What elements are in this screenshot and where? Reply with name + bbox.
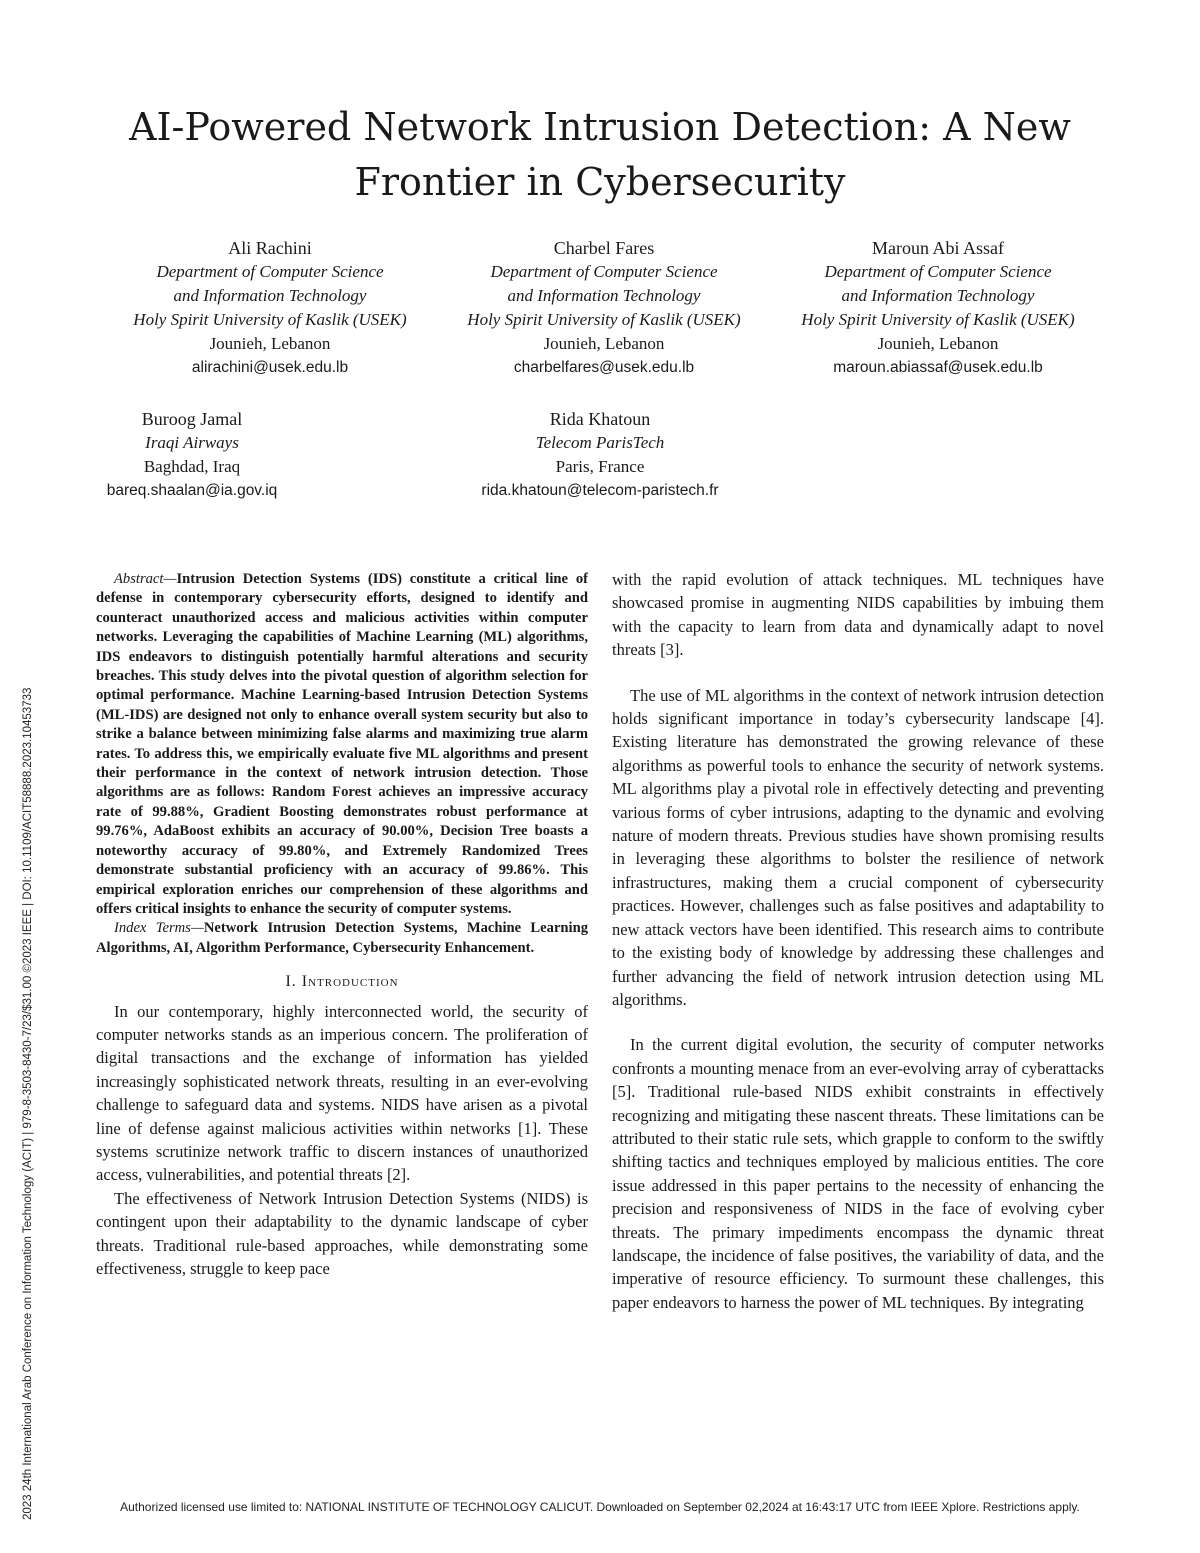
- author-location: Jounieh, Lebanon: [209, 334, 331, 353]
- paragraph: with the rapid evolution of attack techniques. ML techniques have showcased promise in augmenting NIDS capabilities by imbuing them with the capacity to learn from data and dynamically adapt to novel threats [3].: [612, 570, 1104, 660]
- author-location: Paris, France: [555, 457, 645, 476]
- license-footer: Authorized licensed use limited to: NATIONAL INSTITUTE OF TECHNOLOGY CALICUT. Downloaded on September 02,2024 at 16:43:17 UTC from IEEE Xplore. Restrictions apply.: [120, 1500, 1080, 1514]
- author-block: [62, 407, 322, 503]
- author-block: [430, 407, 770, 503]
- author-affiliation: Telecom ParisTech: [535, 433, 665, 452]
- index-terms-label: Index Terms—: [114, 920, 204, 937]
- author-affiliation: Department of Computer Science: [824, 262, 1052, 281]
- author-email: charbelfares@usek.edu.lb: [513, 359, 695, 376]
- author-affiliation: and Information Technology: [173, 286, 367, 305]
- author-email: bareq.shaalan@ia.gov.iq: [106, 482, 278, 499]
- author-email: alirachini@usek.edu.lb: [191, 359, 349, 376]
- paragraph: In the current digital evolution, the security of computer networks confronts a mounting menace from an ever-evolving array of cyberattacks [5]. Traditional rule-based NIDS exhibit constraints in effectively recognizing and mitigating these nascent threats. These limitations can be attributed to their static rule sets, which grapple to conform to the swiftly shifting tactics and techniques employed by malicious entities. The core issue addressed in this paper pertains to the necessity of enhancing the precision and responsiveness of NIDS in the face of evolving cyber threats. The primary impediments encompass the dynamic threat landscape, the incidence of false positives, the variability of data, and the imperative of resource efficiency. To surmount these challenges, this paper endeavors to harness the power of ML techniques. By integrating: [612, 1035, 1104, 1312]
- author-location: Baghdad, Iraq: [143, 457, 241, 476]
- author-name: Rida Khatoun: [549, 409, 651, 429]
- right-column: [612, 568, 1104, 1314]
- author-affiliation: Holy Spirit University of Kaslik (USEK): [801, 310, 1075, 329]
- abstract-text: Intrusion Detection Systems (IDS) constitute a critical line of defense in contemporary cybersecurity efforts, designed to identify and counteract unauthorized access and malicious activities within computer networks. Leveraging the capabilities of Machine Learning (ML) algorithms, IDS endeavors to distinguish potentially harmful alterations and security breaches. This study delves into the pivotal question of algorithm selection for optimal performance. Machine Learning-based Intrusion Detection Systems (ML-IDS) are designed not only to enhance overall system security but also to strike a balance between minimizing false alarms and maximizing true alarm rates. To address this, we empirically evaluate five ML algorithms and present their performance in the context of network intrusion detection. Those algorithms are as follows: Random Forest achieves an impressive accuracy rate of 99.88%, Gradient Boosting demonstrates robust performance at 99.76%, AdaBoost exhibits an accuracy of 90.00%, Decision Tree boasts a noteworthy accuracy of 99.80%, and Extremely Randomized Trees demonstrate substantial proficiency with an accuracy of 99.86%. This empirical exploration enriches our comprehension of these algorithms and offers critical insights to enhance the security of computer systems.: [96, 571, 588, 917]
- author-name: Charbel Fares: [553, 238, 655, 258]
- author-affiliation: and Information Technology: [841, 286, 1035, 305]
- abstract-label: Abstract—: [114, 571, 177, 587]
- index-terms-text: Network Intrusion Detection Systems, Machine Learning Algorithms, AI, Algorithm Performance, Cybersecurity Enhancement.: [96, 920, 588, 956]
- side-citation: 2023 24th International Arab Conference on Information Technology (ACIT) | 979-8-3503-8430-7/23/$31.00 ©2023 IEEE | DOI: 10.1109/ACIT58888.2023.10453733: [22, 687, 34, 1520]
- author-email: rida.khatoun@telecom-paristech.fr: [481, 482, 719, 499]
- paragraph: The use of ML algorithms in the context of network intrusion detection holds significant importance in today’s cybersecurity landscape [4]. Existing literature has demonstrated the growing relevance of these algorithms as powerful tools to enhance the security of network systems. ML algorithms play a pivotal role in effectively detecting and preventing various forms of cyber intrusions, adapting to the dynamic and evolving nature of modern threats. Previous studies have shown promising results in leveraging these algorithms to bolster the resilience of network infrastructures, making them a crucial component of cybersecurity practices. However, challenges such as false positives and adaptability to new attack vectors have been identified. This research aims to contribute to the existing body of knowledge by addressing these challenges and further advancing the field of network intrusion detection using ML algorithms.: [612, 685, 1104, 1009]
- author-affiliation: Holy Spirit University of Kaslik (USEK): [133, 310, 407, 329]
- index-terms: [96, 919, 588, 958]
- author-name: Maroun Abi Assaf: [872, 238, 1004, 258]
- author-location: Jounieh, Lebanon: [543, 334, 665, 353]
- abstract: [96, 570, 588, 919]
- author-block: [100, 236, 440, 380]
- author-affiliation: Department of Computer Science: [490, 262, 718, 281]
- paragraph: The effectiveness of Network Intrusion Detection Systems (NIDS) is contingent upon their adaptability to the dynamic landscape of cyber threats. Traditional rule-based approaches, while demonstrating some effectiveness, struggle to keep pace: [96, 1188, 588, 1278]
- paper-title: AI-Powered Network Intrusion Detection: A New Frontier in Cybersecurity: [129, 105, 1071, 204]
- author-affiliation: Department of Computer Science: [156, 262, 384, 281]
- left-column: [96, 570, 588, 1280]
- author-affiliation: and Information Technology: [507, 286, 701, 305]
- author-name: Buroog Jamal: [141, 409, 243, 429]
- author-name: Ali Rachini: [228, 238, 312, 258]
- author-block: [768, 236, 1108, 380]
- author-affiliation: Iraqi Airways: [145, 433, 239, 452]
- author-block: [434, 236, 774, 380]
- author-affiliation: Holy Spirit University of Kaslik (USEK): [467, 310, 741, 329]
- author-location: Jounieh, Lebanon: [877, 334, 999, 353]
- paragraph: In our contemporary, highly interconnected world, the security of computer networks stands as an imperious concern. The proliferation of digital transactions and the exchange of information has yielded increasingly sophisticated network threats, resulting in an ever-evolving challenge to safeguard data and systems. NIDS have arisen as a pivotal line of defense against malicious activities within networks [1]. These systems scrutinize network traffic to discern instances of unauthorized access, vulnerabilities, and potential threats [2].: [96, 1001, 588, 1185]
- author-email: maroun.abiassaf@usek.edu.lb: [833, 359, 1043, 376]
- section-heading: I. Introduction: [285, 973, 399, 991]
